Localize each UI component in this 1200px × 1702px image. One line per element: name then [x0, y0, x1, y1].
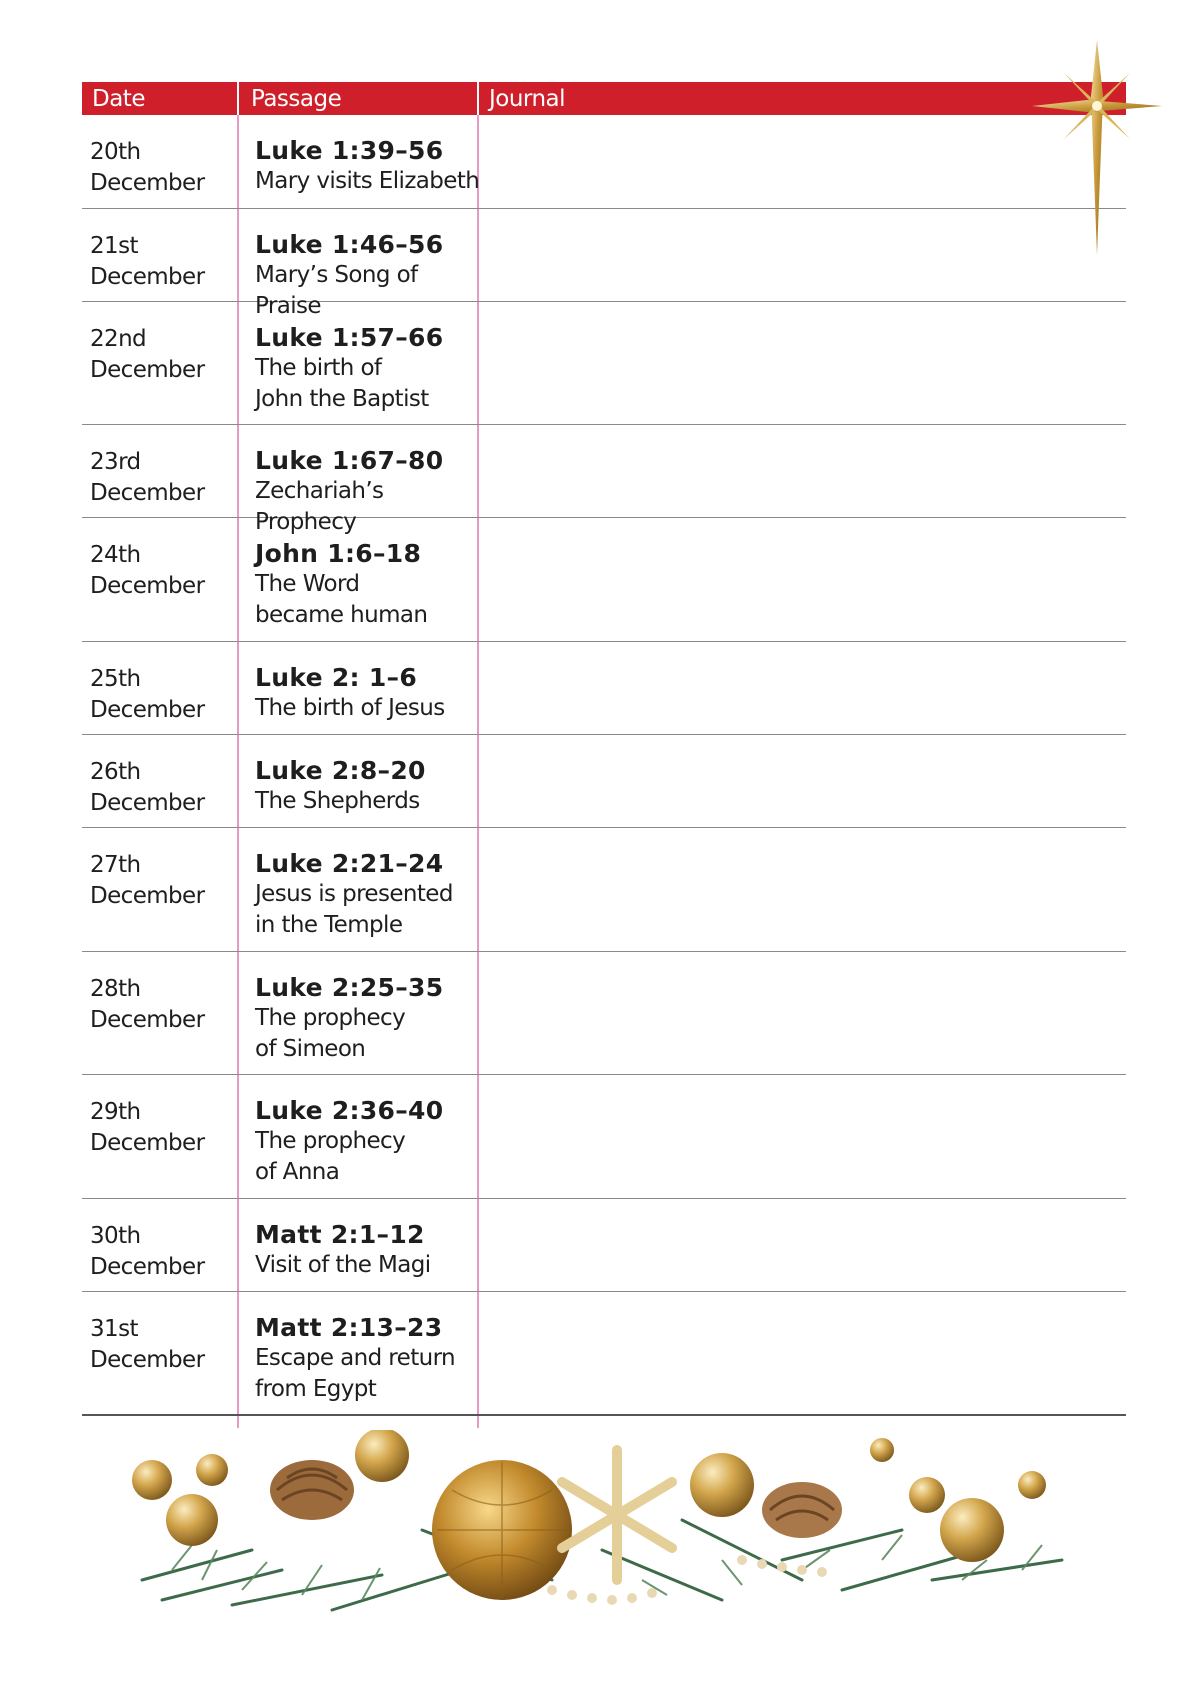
month: December — [90, 357, 205, 383]
passage-ref: Luke 1:57–66 — [255, 323, 444, 352]
passage-title: Jesus is presented in the Temple — [255, 881, 453, 938]
journal-cell[interactable] — [482, 518, 1126, 641]
header-journal: Journal — [489, 86, 566, 112]
passage-ref: Luke 1:67–80 — [255, 446, 444, 475]
month: December — [90, 1130, 205, 1156]
day: 29th — [90, 1099, 141, 1125]
journal-cell[interactable] — [482, 952, 1126, 1074]
table-row — [82, 425, 1126, 535]
date-cell — [90, 757, 240, 819]
passage-cell — [255, 662, 485, 724]
day: 28th — [90, 976, 141, 1002]
passage-title: The birth of John the Baptist — [255, 355, 429, 412]
day: 25th — [90, 666, 141, 692]
date-cell — [90, 1221, 240, 1283]
day: 23rd — [90, 449, 141, 475]
passage-ref: Luke 1:39–56 — [255, 136, 444, 165]
day: 24th — [90, 542, 141, 568]
passage-cell — [255, 322, 485, 415]
header-date: Date — [92, 86, 145, 112]
day: 22nd — [90, 326, 147, 352]
table-header — [82, 82, 1126, 115]
date-cell — [90, 540, 240, 602]
passage-cell — [255, 848, 485, 941]
passage-ref: Luke 2:36–40 — [255, 1096, 444, 1125]
passage-title: Escape and return from Egypt — [255, 1345, 456, 1402]
journal-cell[interactable] — [482, 828, 1126, 951]
date-cell — [90, 850, 240, 912]
star-icon — [1032, 40, 1162, 255]
date-cell — [90, 1314, 240, 1376]
day: 27th — [90, 852, 141, 878]
month: December — [90, 790, 205, 816]
journal-cell[interactable] — [482, 735, 1126, 827]
passage-cell — [255, 1219, 485, 1281]
table-row — [82, 828, 1126, 952]
table-row — [82, 642, 1126, 735]
month: December — [90, 883, 205, 909]
table-row — [82, 1075, 1126, 1199]
header-passage: Passage — [251, 86, 342, 112]
passage-cell — [255, 135, 485, 197]
passage-ref: Matt 2:13–23 — [255, 1313, 443, 1342]
journal-cell[interactable] — [482, 1075, 1126, 1198]
date-cell — [90, 974, 240, 1036]
passage-title: The Shepherds — [255, 788, 420, 814]
journal-cell[interactable] — [482, 1199, 1126, 1291]
journal-cell[interactable] — [482, 209, 1126, 301]
month: December — [90, 480, 205, 506]
month: December — [90, 264, 205, 290]
month: December — [90, 170, 205, 196]
table-row — [82, 302, 1126, 425]
date-cell — [90, 1097, 240, 1159]
passage-cell — [255, 972, 485, 1065]
day: 20th — [90, 139, 141, 165]
journal-cell[interactable] — [482, 1292, 1126, 1414]
table-row — [82, 518, 1126, 642]
passage-ref: Luke 1:46–56 — [255, 230, 444, 259]
table-row — [82, 1199, 1126, 1292]
passage-title: Mary visits Elizabeth — [255, 168, 480, 194]
table-row — [82, 115, 1126, 209]
christmas-garland-icon — [82, 1430, 1126, 1640]
reading-table — [82, 115, 1126, 1416]
passage-cell — [255, 538, 485, 631]
month: December — [90, 1347, 205, 1373]
passage-title: The birth of Jesus — [255, 695, 445, 721]
passage-ref: Luke 2:8–20 — [255, 756, 426, 785]
passage-ref: Luke 2: 1–6 — [255, 663, 418, 692]
day: 21st — [90, 233, 138, 259]
passage-ref: Matt 2:1–12 — [255, 1220, 425, 1249]
month: December — [90, 1254, 205, 1280]
passage-title: The Word became human — [255, 571, 428, 628]
header-divider — [477, 82, 479, 115]
passage-ref: Luke 2:25–35 — [255, 973, 444, 1002]
journal-cell[interactable] — [482, 642, 1126, 734]
table-row — [82, 735, 1126, 828]
day: 31st — [90, 1316, 138, 1342]
day: 30th — [90, 1223, 141, 1249]
month: December — [90, 697, 205, 723]
table-row — [82, 1292, 1126, 1416]
passage-ref: Luke 2:21–24 — [255, 849, 444, 878]
journal-cell[interactable] — [482, 115, 1126, 208]
passage-cell — [255, 1312, 485, 1405]
passage-title: Visit of the Magi — [255, 1252, 431, 1278]
passage-cell — [255, 755, 485, 817]
passage-title: The prophecy of Anna — [255, 1128, 406, 1185]
date-cell — [90, 447, 240, 509]
month: December — [90, 573, 205, 599]
passage-cell — [255, 1095, 485, 1188]
journal-cell[interactable] — [482, 425, 1126, 517]
month: December — [90, 1007, 205, 1033]
header-divider — [237, 82, 239, 115]
table-row — [82, 952, 1126, 1075]
date-cell — [90, 324, 240, 386]
passage-title: Mary’s Song of Praise — [255, 262, 418, 319]
passage-title: Zechariah’s Prophecy — [255, 478, 384, 535]
passage-ref: John 1:6–18 — [255, 539, 422, 568]
table-row — [82, 209, 1126, 319]
date-cell — [90, 664, 240, 726]
day: 26th — [90, 759, 141, 785]
date-cell — [90, 137, 240, 199]
passage-title: The prophecy of Simeon — [255, 1005, 406, 1062]
journal-cell[interactable] — [482, 302, 1126, 424]
date-cell — [90, 231, 240, 293]
